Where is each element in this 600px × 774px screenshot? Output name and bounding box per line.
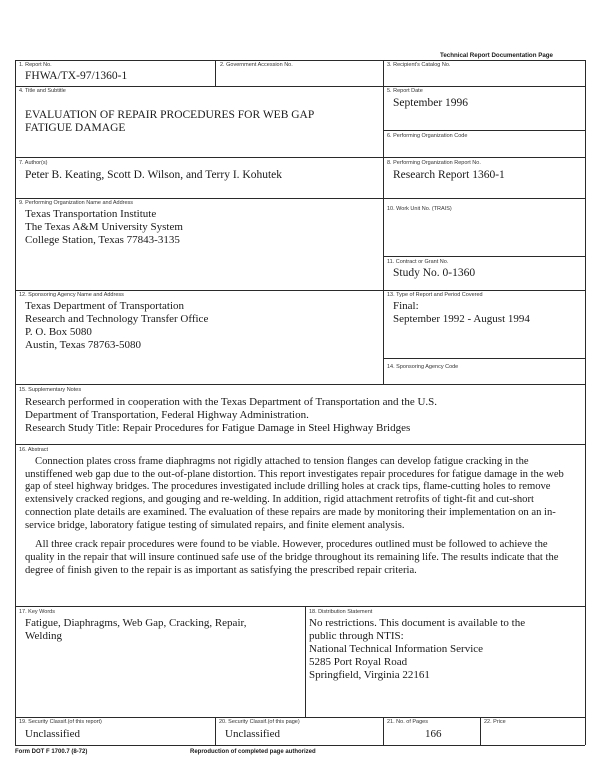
label-perf-org-code: 6. Performing Organization Code: [387, 133, 468, 139]
authors: Peter B. Keating, Scott D. Wilson, and Terry I. Kohutek: [25, 169, 283, 181]
contract-no: Study No. 0-1360: [393, 267, 476, 279]
sponsor-line-4: Austin, Texas 78763-5080: [25, 339, 142, 351]
num-pages: 166: [425, 728, 442, 740]
label-price: 22. Price: [484, 719, 506, 725]
distribution-line-4: 5285 Port Royal Road: [309, 656, 408, 668]
label-contract: 11. Contract or Grant No.: [387, 259, 449, 265]
rule-row5: [15, 384, 585, 385]
title-line-2: FATIGUE DAMAGE: [25, 122, 126, 134]
report-date: September 1996: [393, 97, 469, 109]
rule-row6: [15, 444, 585, 445]
abstract-paragraph-2: All three crack repair procedures were found to be viable. However, procedures outlined must be followed to achieve the quality in the repair that will insure continued safe use of the bridge throughout its remaining life. The results indicate that the degree of finish given to the repair is as important as satisfying the prescribed repair criteria.: [25, 539, 559, 576]
sponsor-line-1: Texas Department of Transportation: [25, 300, 185, 312]
distribution-line-1: No restrictions. This document is available to the: [309, 617, 526, 629]
label-report-date: 5. Report Date: [387, 88, 423, 94]
rule-report-type: [383, 358, 585, 359]
rule-price: [480, 717, 481, 745]
report-type-line-2: September 1992 - August 1994: [393, 313, 530, 325]
label-security-report: 19. Security Classif.(of this report): [19, 719, 102, 725]
key-words-line-2: Welding: [25, 630, 62, 642]
supplementary-line-1: Research performed in cooperation with the Texas Department of Transportation and the U.S.: [25, 396, 438, 408]
distribution-line-2: public through NTIS:: [309, 630, 404, 642]
label-gov-accession: 2. Government Accession No.: [220, 62, 293, 68]
abstract-paragraph-1: Connection plates cross frame diaphragms not rigidly attached to tension flanges can develop fatigue cracking in the unstiffened web gap due to the out-of-plane distortion. This report investigates repair procedures for fatigue damage in the web gap of steel highway bridges. The procedures investigated include drilling holes at crack tips, flame-cutting holes to remove extensively cracked regions, and gouging and re-welding. In addition, rigid attachment retrofits of tight-fit and cut-short connection plate details are examined. The evaluation of these repairs are made by monitoring their implementation on an in-service bridge, laboratory fatigue testing of simulated repairs, and finite element analysis.: [25, 456, 564, 531]
reproduction-note: Reproduction of completed page authorized: [190, 749, 316, 755]
rule-top: [15, 60, 585, 61]
label-work-unit: 10. Work Unit No. (TRAIS): [387, 206, 452, 212]
rule-work-unit: [383, 256, 585, 257]
label-abstract: 16. Abstract: [19, 447, 49, 453]
rule-left: [15, 60, 16, 745]
form-number: Form DOT F 1700.7 (8-72): [15, 749, 88, 755]
key-words-line-1: Fatigue, Diaphragms, Web Gap, Cracking, Repair,: [25, 617, 247, 629]
sponsor-line-3: P. O. Box 5080: [25, 326, 92, 338]
security-report: Unclassified: [25, 728, 80, 740]
org-line-1: Texas Transportation Institute: [25, 208, 157, 220]
distribution-line-3: National Technical Information Service: [309, 643, 484, 655]
label-sponsor-code: 14. Sponsoring Agency Code: [387, 364, 459, 370]
label-security-page: 20. Security Classif.(of this page): [219, 719, 300, 725]
security-page: Unclassified: [225, 728, 280, 740]
label-title-subtitle: 4. Title and Subtitle: [19, 88, 66, 94]
label-distribution: 18. Distribution Statement: [309, 609, 373, 615]
rule-row8: [15, 717, 585, 718]
rule-col2: [215, 60, 216, 86]
label-perf-org-report: 8. Performing Organization Report No.: [387, 160, 481, 166]
perf-org-report: Research Report 1360-1: [393, 169, 505, 181]
rule-sec-page: [215, 717, 216, 745]
label-supplementary: 15. Supplementary Notes: [19, 387, 82, 393]
distribution-line-5: Springfield, Virginia 22161: [309, 669, 430, 681]
form-header: Technical Report Documentation Page: [440, 52, 553, 59]
label-sponsor: 12. Sponsoring Agency Name and Address: [19, 292, 124, 298]
rule-row7: [15, 606, 585, 607]
rule-row3: [15, 198, 585, 199]
rule-pages: [383, 717, 384, 745]
label-perf-org-name: 9. Performing Organization Name and Address: [19, 200, 134, 206]
rule-bottom: [15, 745, 585, 746]
org-line-2: The Texas A&M University System: [25, 221, 183, 233]
rule-row1: [15, 86, 585, 87]
rule-col3: [383, 60, 384, 384]
rule-date: [383, 130, 585, 131]
label-report-no: 1. Report No.: [19, 62, 52, 68]
rule-row2: [15, 157, 585, 158]
rule-row4: [15, 290, 585, 291]
rule-right: [585, 60, 586, 745]
report-no: FHWA/TX-97/1360-1: [25, 70, 128, 82]
sponsor-line-2: Research and Technology Transfer Office: [25, 313, 209, 325]
rule-keywords: [305, 606, 306, 717]
supplementary-line-3: Research Study Title: Repair Procedures for Fatigue Damage in Steel Highway Bridges: [25, 422, 411, 434]
label-key-words: 17. Key Words: [19, 609, 55, 615]
abstract: [25, 456, 578, 577]
label-report-type: 13. Type of Report and Period Covered: [387, 292, 483, 298]
report-type-line-1: Final:: [393, 300, 419, 312]
supplementary-line-2: Department of Transportation, Federal Highway Administration.: [25, 409, 309, 421]
label-recipient-catalog: 3. Recipient's Catalog No.: [387, 62, 451, 68]
label-authors: 7. Author(s): [19, 160, 48, 166]
title-line-1: EVALUATION OF REPAIR PROCEDURES FOR WEB GAP: [25, 109, 315, 121]
label-num-pages: 21. No. of Pages: [387, 719, 428, 725]
org-line-3: College Station, Texas 77843-3135: [25, 234, 180, 246]
